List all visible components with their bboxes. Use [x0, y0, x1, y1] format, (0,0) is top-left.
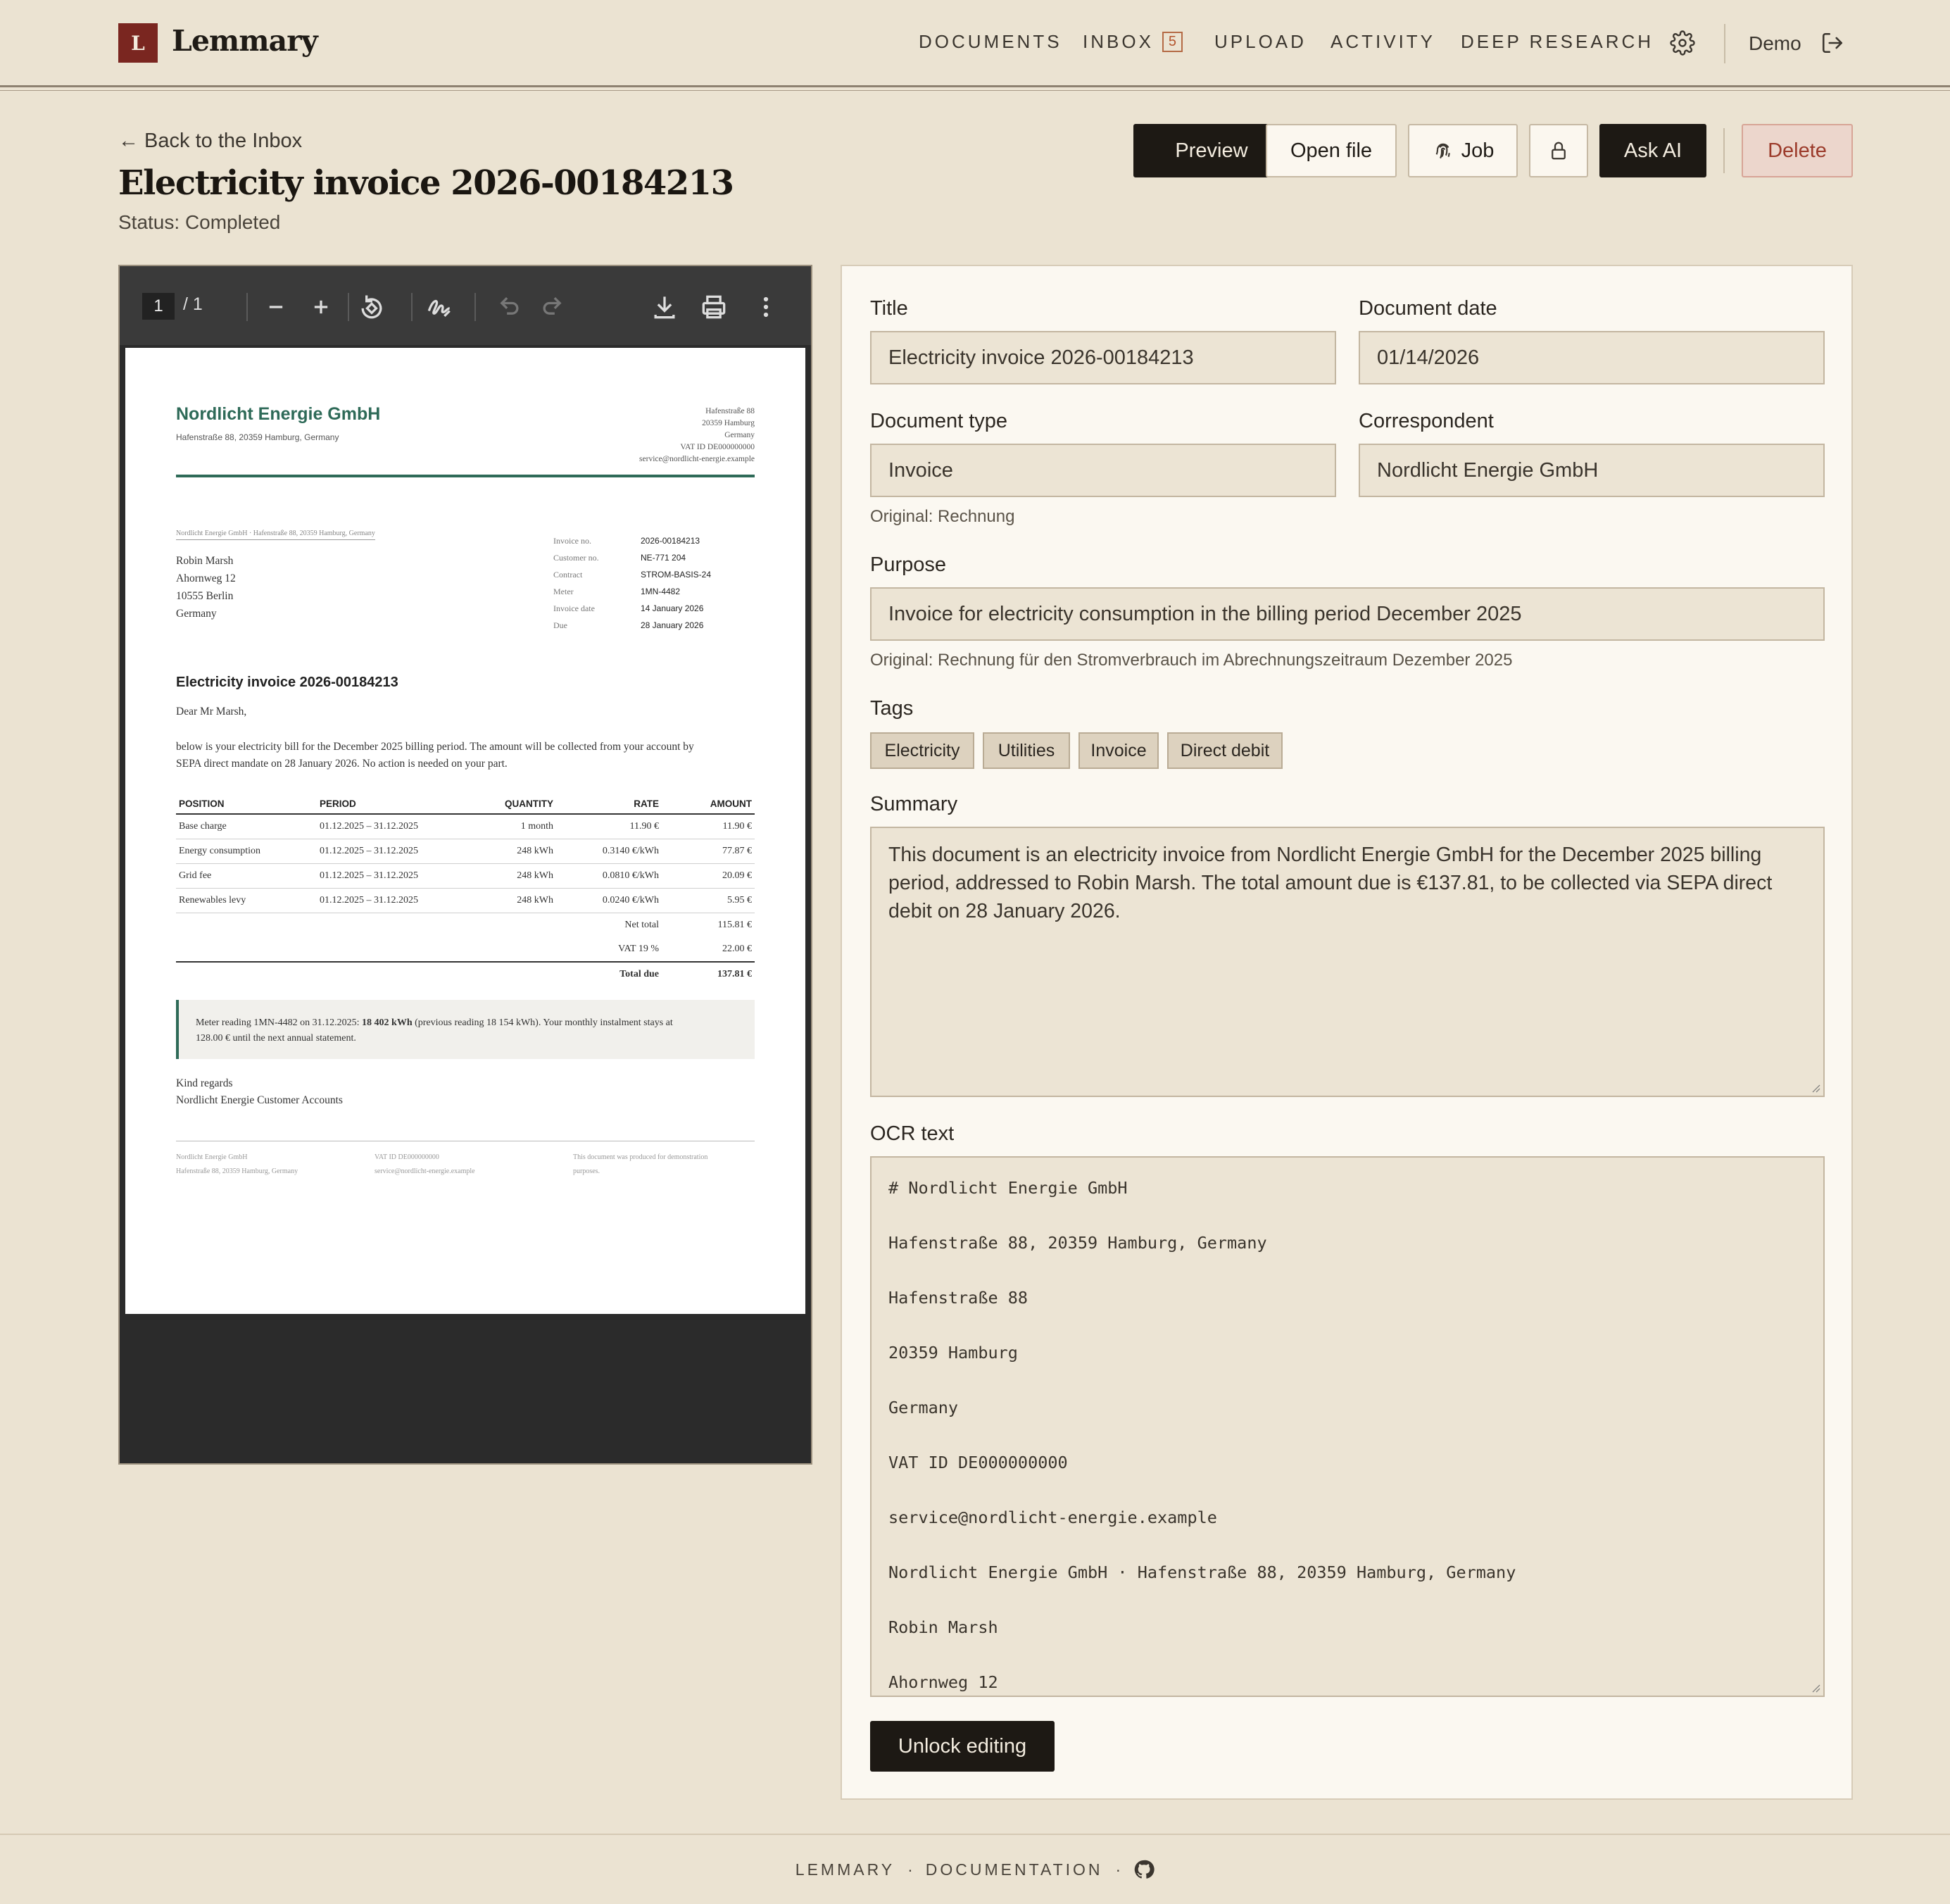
- open-file-button[interactable]: Open file: [1266, 124, 1397, 177]
- nav-divider: [1724, 24, 1725, 63]
- doc-sender-line: Nordlicht Energie GmbH · Hafenstraße 88, 20359 Hamburg, Germany: [176, 530, 375, 540]
- toolbar-divider: [411, 293, 413, 321]
- purpose-original: Original: Rechnung für den Stromverbrauch im Abrechnungszeitraum Dezember 2025: [870, 651, 1513, 670]
- doc-salutation: Dear Mr Marsh,: [176, 706, 247, 718]
- doc-vat-row: [176, 937, 755, 962]
- pdf-toolbar: [120, 266, 811, 345]
- toolbar-divider: [348, 293, 349, 321]
- job-button-label: Job: [1461, 139, 1495, 162]
- doc-column-header: POSITION: [176, 794, 317, 814]
- doc-table-cell: 77.87 €: [662, 839, 755, 863]
- doc-net-value: 115.81 €: [717, 919, 752, 930]
- page-count: / 1: [183, 294, 203, 314]
- pdf-viewer[interactable]: [118, 265, 812, 1465]
- doc-meta-key: Invoice no.: [553, 536, 591, 546]
- app-name[interactable]: Lemmary: [172, 24, 317, 58]
- footer-divider: [0, 1834, 1950, 1835]
- nav-inbox[interactable]: [1083, 31, 1183, 54]
- doc-total-value: 137.81 €: [717, 969, 752, 979]
- doc-meter-note-text: Meter reading 1MN-4482 on 31.12.2025:: [196, 1017, 363, 1028]
- logout-icon[interactable]: [1820, 31, 1844, 55]
- document-type-original: Original: Rechnung: [870, 507, 1015, 526]
- correspondent-label: Correspondent: [1359, 410, 1494, 432]
- doc-recipient: [176, 552, 236, 622]
- doc-column-header: PERIOD: [317, 794, 472, 814]
- toolbar-divider: [474, 293, 476, 321]
- doc-header-line: Germany: [724, 431, 755, 439]
- doc-regards: Kind regards: [176, 1077, 233, 1089]
- toolbar-divider: [246, 293, 248, 321]
- doc-table-cell: 01.12.2025 – 31.12.2025: [317, 863, 472, 888]
- doc-header-line: Hafenstraße 88: [705, 407, 755, 415]
- doc-footer-line: service@nordlicht-energie.example: [375, 1167, 475, 1175]
- footer-brand-link[interactable]: LEMMARY: [795, 1860, 895, 1879]
- ocr-line: VAT ID DE000000000: [888, 1453, 1068, 1472]
- ocr-line: service@nordlicht-energie.example: [888, 1508, 1217, 1527]
- doc-footer-col: [375, 1151, 475, 1179]
- document-date-field[interactable]: 01/14/2026: [1359, 331, 1825, 384]
- ocr-line: 20359 Hamburg: [888, 1343, 1018, 1363]
- doc-table-cell: 5.95 €: [662, 888, 755, 913]
- top-navigation-bar: [0, 0, 1950, 87]
- page-footer: [0, 1859, 1950, 1880]
- doc-header-rule: [176, 475, 755, 477]
- doc-table-cell: 0.3140 €/kWh: [556, 839, 662, 863]
- title-field[interactable]: Electricity invoice 2026-00184213: [870, 331, 1336, 384]
- doc-footer-col: [176, 1151, 298, 1179]
- doc-table-cell: Energy consumption: [176, 839, 317, 863]
- doc-meta-value: 28 January 2026: [641, 620, 704, 630]
- doc-table-cell: 11.90 €: [556, 814, 662, 839]
- nav-inbox-label: INBOX: [1083, 31, 1154, 52]
- doc-footer-line: VAT ID DE000000000: [375, 1153, 439, 1161]
- rotate-icon[interactable]: [356, 292, 387, 322]
- back-to-inbox-link[interactable]: ← Back to the Inbox: [118, 130, 303, 152]
- doc-meta-key: Meter: [553, 587, 574, 596]
- tag-chip[interactable]: Direct debit: [1167, 732, 1283, 769]
- doc-body-line: SEPA direct mandate on 28 January 2026. No action is needed on your part.: [176, 758, 508, 770]
- doc-net-label: Net total: [624, 919, 659, 930]
- doc-meta-value: 2026-00184213: [641, 536, 700, 546]
- doc-meter-note-text: 128.00 € until the next annual statement.: [196, 1033, 356, 1044]
- document-metadata-panel: [841, 265, 1853, 1800]
- document-date-label: Document date: [1359, 297, 1497, 320]
- doc-table-cell: 0.0240 €/kWh: [556, 888, 662, 913]
- document-status: Status: Completed: [118, 211, 281, 233]
- doc-vat-value: 22.00 €: [662, 937, 755, 962]
- job-button[interactable]: [1408, 124, 1518, 177]
- doc-meta-value: 1MN-4482: [641, 587, 681, 596]
- doc-line-items-table: [176, 794, 755, 987]
- doc-body-line: below is your electricity bill for the December 2025 billing period. The amount will be collected from your account by: [176, 741, 694, 753]
- correspondent-field[interactable]: Nordlicht Energie GmbH: [1359, 444, 1825, 497]
- purpose-label: Purpose: [870, 553, 947, 576]
- footer-documentation-link[interactable]: DOCUMENTATION: [925, 1860, 1103, 1879]
- doc-table-header-row: [176, 794, 755, 814]
- doc-meta-value: 14 January 2026: [641, 603, 704, 613]
- nav-deep-research[interactable]: DEEP RESEARCH: [1461, 31, 1654, 52]
- settings-gear-icon[interactable]: [1670, 30, 1695, 56]
- doc-table-cell: 01.12.2025 – 31.12.2025: [317, 888, 472, 913]
- doc-recipient-line: Robin Marsh: [176, 555, 234, 567]
- doc-meter-note: [176, 1000, 755, 1059]
- preview-button[interactable]: Preview: [1133, 124, 1290, 177]
- doc-table-row: [176, 839, 755, 863]
- document-type-field[interactable]: Invoice: [870, 444, 1336, 497]
- pdf-page: [125, 348, 805, 1314]
- nav-upload[interactable]: UPLOAD: [1214, 31, 1307, 52]
- ocr-line: Ahornweg 12: [888, 1672, 998, 1692]
- ocr-textarea[interactable]: [870, 1156, 1825, 1697]
- summary-text: This document is an electricity invoice from Nordlicht Energie GmbH for the December 2025 billing period, addressed to Robin Marsh. The total amount due is €137.81, to be collected via SEPA direct debit on 28 January 2026.: [888, 844, 1773, 922]
- doc-signature: Nordlicht Energie Customer Accounts: [176, 1094, 343, 1106]
- ocr-line: Hafenstraße 88: [888, 1288, 1029, 1308]
- github-icon[interactable]: [1133, 1859, 1155, 1880]
- doc-table-cell: 248 kWh: [472, 863, 556, 888]
- actions-divider: [1723, 128, 1725, 173]
- tag-chip[interactable]: Utilities: [983, 732, 1070, 769]
- doc-table-cell: 01.12.2025 – 31.12.2025: [317, 839, 472, 863]
- ask-ai-button[interactable]: Ask AI: [1599, 124, 1706, 177]
- lock-button[interactable]: [1529, 124, 1588, 177]
- undo-icon[interactable]: [493, 292, 524, 322]
- footer-separator: ·: [907, 1860, 913, 1879]
- footer-separator: ·: [1115, 1860, 1121, 1879]
- fingerprint-icon: [1432, 139, 1454, 162]
- summary-label: Summary: [870, 793, 958, 815]
- doc-table-row: [176, 863, 755, 888]
- doc-footer-line: Nordlicht Energie GmbH: [176, 1153, 248, 1161]
- unlock-editing-button[interactable]: Unlock editing: [870, 1721, 1055, 1772]
- print-icon[interactable]: [698, 292, 729, 322]
- page-title: Electricity invoice 2026-00184213: [118, 163, 734, 203]
- doc-header-line: VAT ID DE000000000: [680, 443, 755, 451]
- doc-meta-value: NE-771 204: [641, 553, 686, 563]
- ocr-line: # Nordlicht Energie GmbH: [888, 1178, 1128, 1198]
- lock-icon: [1548, 140, 1569, 161]
- doc-meta-key: Invoice date: [553, 603, 595, 613]
- doc-footer-line: Hafenstraße 88, 20359 Hamburg, Germany: [176, 1167, 298, 1175]
- doc-meta-key: Contract: [553, 570, 583, 580]
- doc-meta-value: STROM-BASIS-24: [641, 570, 712, 580]
- doc-table-cell: 248 kWh: [472, 839, 556, 863]
- doc-table-row: [176, 814, 755, 839]
- doc-meter-reading: 18 402 kWh: [362, 1017, 413, 1028]
- doc-meter-note-text: (previous reading 18 154 kWh). Your monthly instalment stays at: [412, 1017, 673, 1028]
- doc-table-cell: 01.12.2025 – 31.12.2025: [317, 814, 472, 839]
- redo-icon[interactable]: [538, 292, 569, 322]
- doc-vat-label: VAT 19 %: [556, 937, 662, 962]
- doc-meta-key: Due: [553, 620, 567, 630]
- doc-table-cell: 1 month: [472, 814, 556, 839]
- doc-header-line: 20359 Hamburg: [702, 419, 755, 427]
- doc-column-header: QUANTITY: [472, 794, 556, 814]
- summary-textarea[interactable]: [870, 827, 1825, 1097]
- ocr-text-label: OCR text: [870, 1122, 955, 1145]
- doc-table-cell: 20.09 €: [662, 863, 755, 888]
- doc-table-cell: 248 kWh: [472, 888, 556, 913]
- doc-total-due-row: [176, 962, 755, 987]
- doc-heading: Electricity invoice 2026-00184213: [176, 675, 398, 690]
- draw-signature-icon[interactable]: [424, 292, 455, 322]
- ocr-line: Germany: [888, 1398, 959, 1417]
- resize-grip-icon[interactable]: [1811, 1683, 1820, 1693]
- purpose-field[interactable]: Invoice for electricity consumption in the billing period December 2025: [870, 587, 1825, 641]
- doc-footer-line: This document was produced for demonstration: [573, 1153, 708, 1161]
- doc-recipient-line: Germany: [176, 608, 217, 620]
- download-icon[interactable]: [649, 292, 680, 322]
- ocr-line: Hafenstraße 88, 20359 Hamburg, Germany: [888, 1233, 1267, 1253]
- page-number-input[interactable]: 1: [142, 293, 175, 320]
- doc-company-address: Hafenstraße 88, 20359 Hamburg, Germany: [176, 432, 339, 442]
- title-label: Title: [870, 297, 908, 320]
- doc-total-label: Total due: [619, 969, 659, 979]
- logo-mark[interactable]: L: [118, 23, 158, 63]
- doc-footer-line: purposes.: [573, 1167, 600, 1175]
- doc-table-cell: Grid fee: [176, 863, 317, 888]
- user-name[interactable]: Demo: [1749, 32, 1801, 54]
- nav-activity[interactable]: ACTIVITY: [1331, 31, 1436, 52]
- doc-table-cell: Base charge: [176, 814, 317, 839]
- doc-table-cell: 11.90 €: [662, 814, 755, 839]
- doc-header-line: service@nordlicht-energie.example: [639, 455, 755, 463]
- doc-meta-key: Customer no.: [553, 553, 599, 563]
- doc-invoice-meta: [553, 532, 711, 634]
- doc-table-cell: Renewables levy: [176, 888, 317, 913]
- document-type-label: Document type: [870, 410, 1008, 432]
- zoom-in-icon[interactable]: [306, 292, 336, 322]
- doc-recipient-line: 10555 Berlin: [176, 590, 234, 602]
- delete-button[interactable]: Delete: [1742, 124, 1853, 177]
- ocr-line: Nordlicht Energie GmbH · Hafenstraße 88, 20359 Hamburg, Germany: [888, 1562, 1516, 1582]
- ocr-line: Robin Marsh: [888, 1617, 998, 1637]
- doc-recipient-line: Ahornweg 12: [176, 572, 236, 584]
- zoom-out-icon[interactable]: [260, 292, 291, 322]
- doc-company-name: Nordlicht Energie GmbH: [176, 404, 381, 424]
- inbox-count-badge: 5: [1162, 32, 1183, 52]
- tags-label: Tags: [870, 697, 914, 720]
- doc-table-row: [176, 888, 755, 913]
- more-options-icon[interactable]: [750, 292, 781, 322]
- doc-table-cell: 0.0810 €/kWh: [556, 863, 662, 888]
- doc-net-total-row: [176, 913, 755, 937]
- tag-chip[interactable]: Electricity: [870, 732, 974, 769]
- tag-chip[interactable]: Invoice: [1078, 732, 1159, 769]
- doc-column-header: RATE: [556, 794, 662, 814]
- resize-grip-icon[interactable]: [1811, 1083, 1820, 1093]
- doc-footer-col: [573, 1151, 707, 1179]
- doc-header-right: [639, 406, 755, 465]
- doc-column-header: AMOUNT: [662, 794, 755, 814]
- nav-documents[interactable]: DOCUMENTS: [919, 31, 1062, 52]
